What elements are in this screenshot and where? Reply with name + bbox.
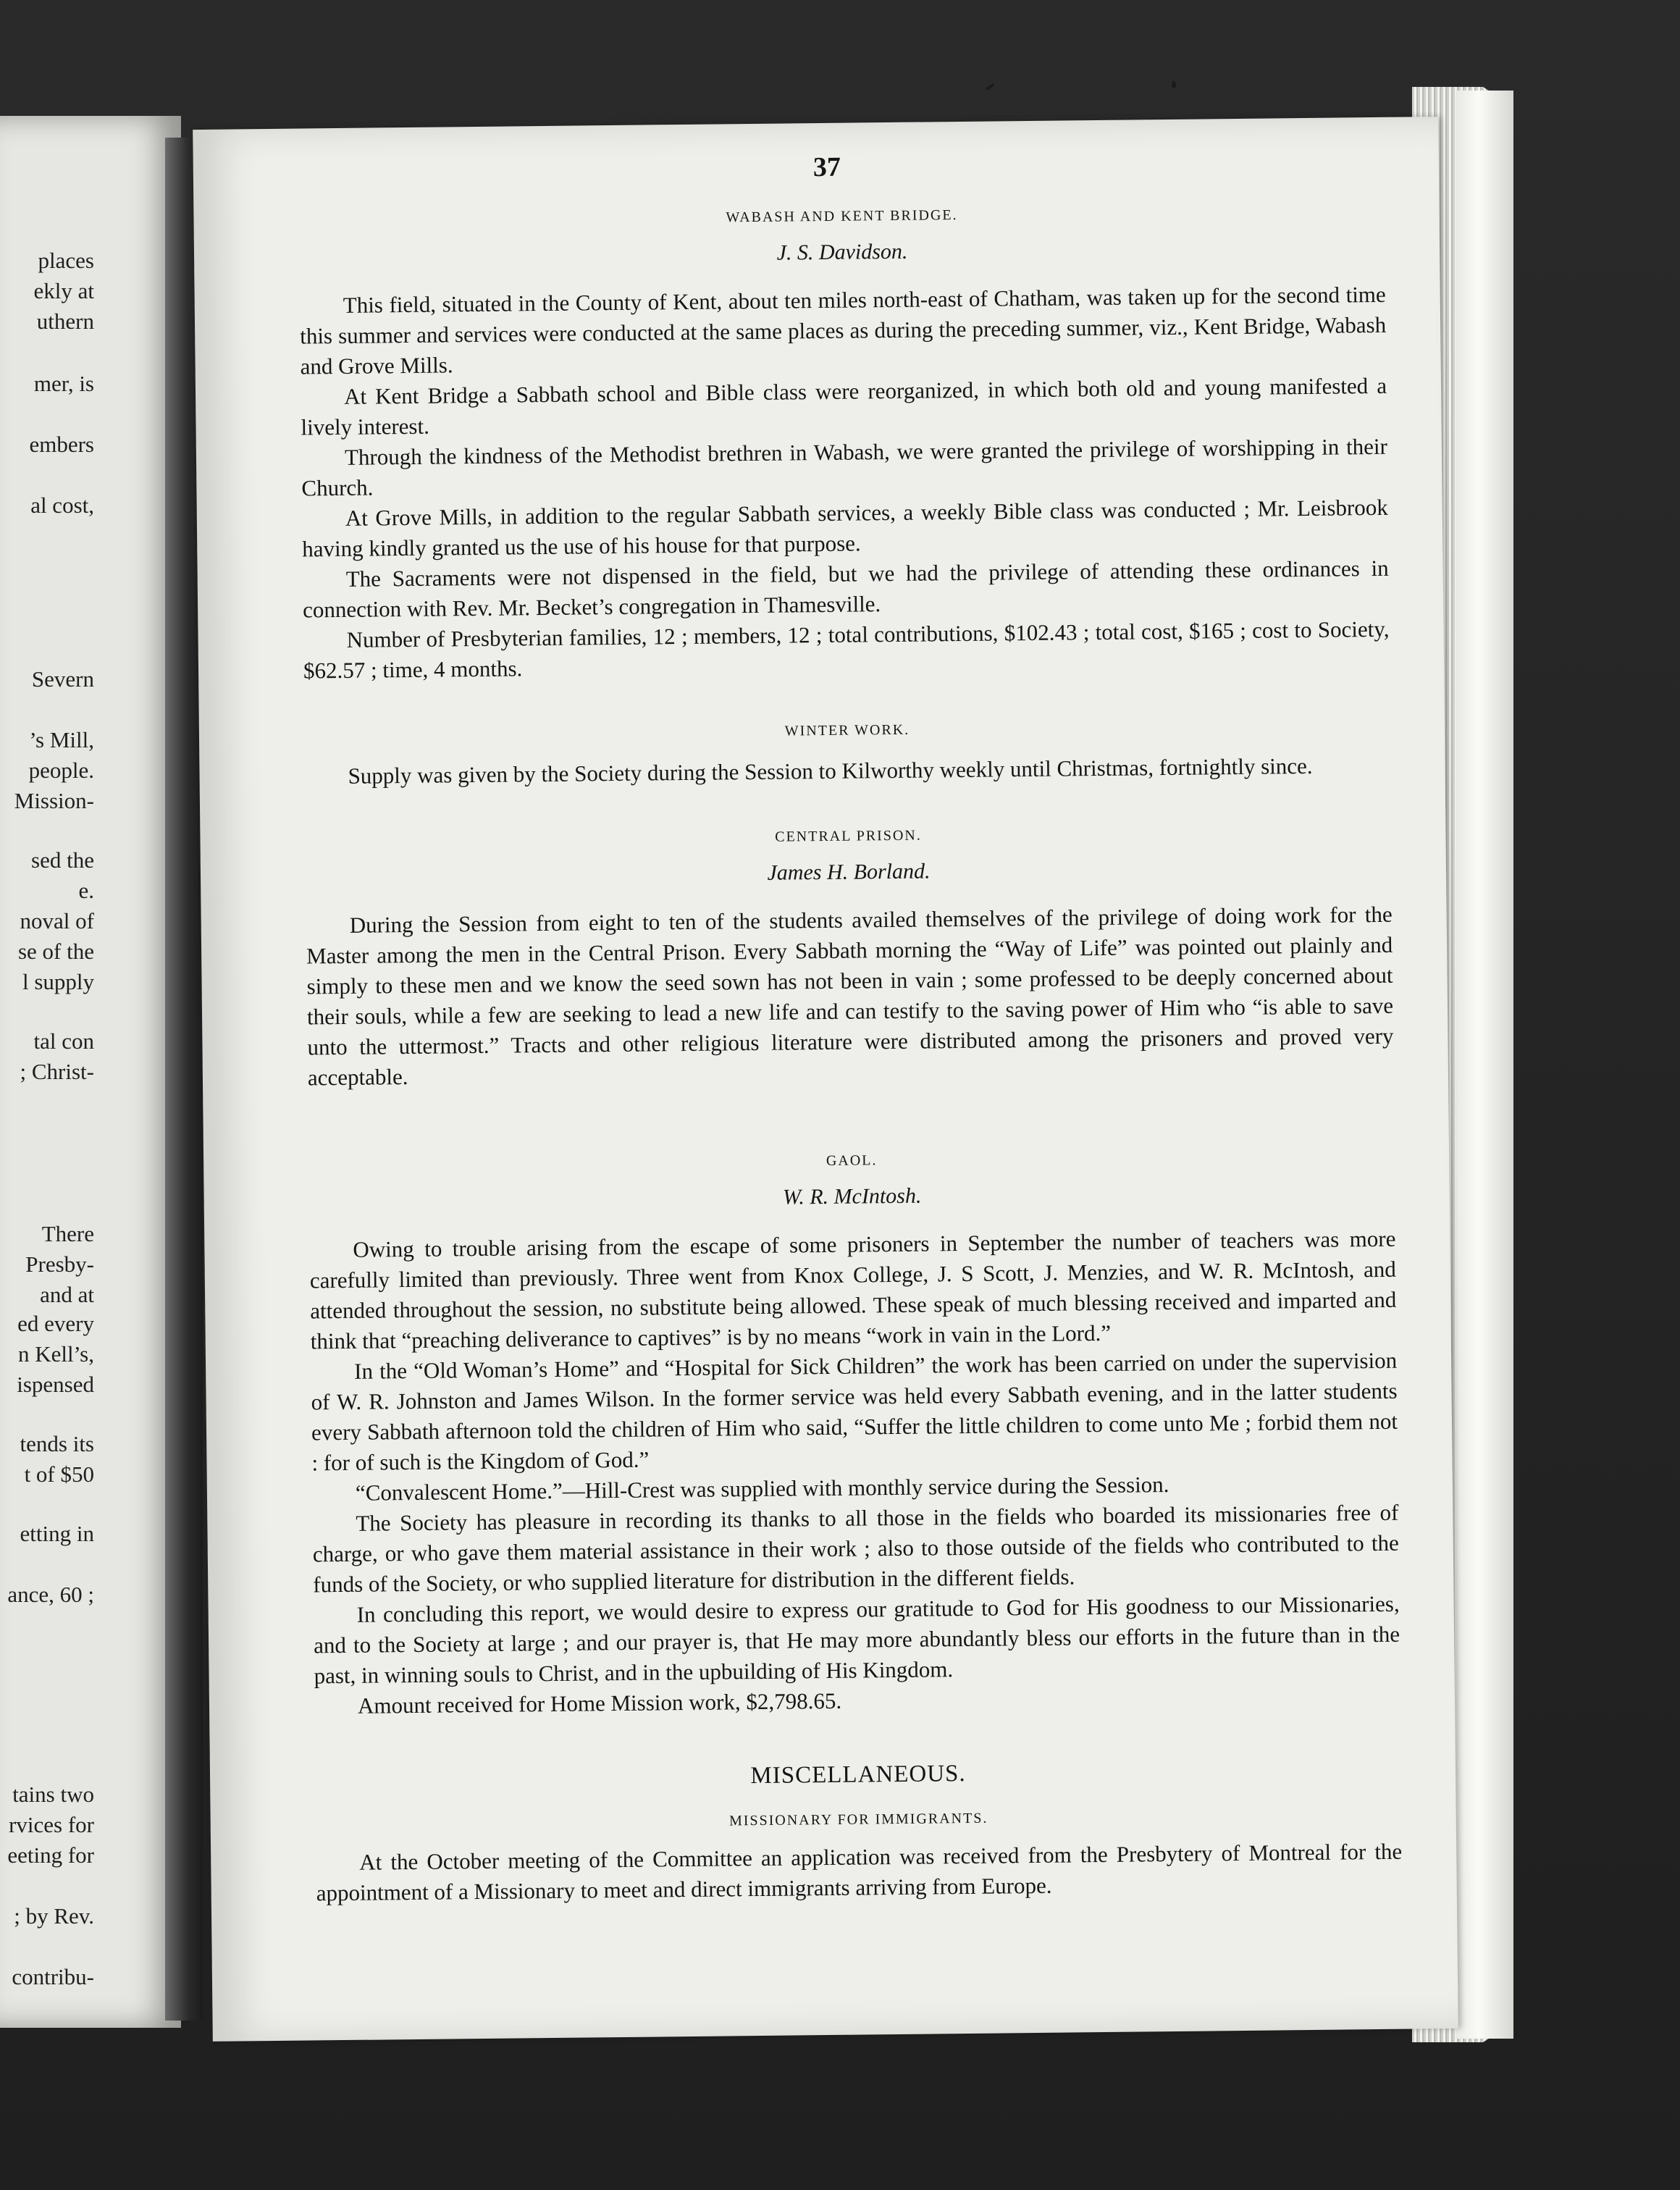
section-heading: WINTER WORK. [784,721,910,739]
left-page-text-fragment: There [41,1221,94,1246]
left-page-text-fragment: e. [78,878,94,903]
paragraph: Number of Presbyterian families, 12 ; members, 12 ; total contributions, $102.43 ; total cost, $165 ; cost to Society, $62.57 ; time, 4 months. [303,616,1390,684]
paragraph: At the October meeting of the Committee an application was received from the Presbytery of Montreal for the appointment of a Missionary to meet and direct immigrants arriving from Europe. [316,1838,1403,1906]
left-page-text-fragment: tends its [20,1431,94,1456]
main-page [193,117,1458,2042]
left-facing-page [0,116,181,2028]
left-page-text-fragment: tains two [12,1782,94,1807]
page-content [298,146,1403,1909]
paragraph: Amount received for Home Mission work, $2,798.65. [357,1687,842,1719]
left-page-text-fragment: uthern [36,309,94,334]
paragraph: Through the kindness of the Methodist brethren in Wabash, we were granted the privilege of worshipping in their Church. [301,433,1388,501]
left-page-text-fragment: Presby- [25,1251,94,1277]
left-page-text-fragment: n Kell’s, [17,1341,94,1367]
paragraph: Owing to trouble arising from the escape of some prisoners in September the number of teachers was more carefully limited than previously. Three went from Knox College, J. S Scott, J. Menzies, and W. R. McIntosh, and attended throughout the session, no substitute being allowed. These speak of much blessing received and imparted and think that “preaching deliverance to captives” is by no means “work in vain in the Lord.” [309,1225,1397,1354]
left-page-text-fragment: al cost, [30,492,94,518]
left-page-text-fragment: l supply [22,969,94,994]
page-number: 37 [812,151,841,183]
left-page-text-fragment: and at [40,1282,94,1307]
paragraph: At Kent Bridge a Sabbath school and Bible class were reorganized, in which both old and young manifested a lively interest. [301,372,1387,440]
misc-title: MISCELLANEOUS. [750,1761,966,1790]
left-page-text-fragment: ispensed [17,1372,94,1397]
paragraph: The Society has pleasure in recording its thanks to all those in the fields who boarded its missionaries free of charge, or who gave them material assistance in their work ; also to those outside of the fields who contributed to the funds of the Society, or who supplied literature for distribution in the different fields. [312,1499,1399,1598]
section-author: James H. Borland. [767,859,931,885]
paragraph: At Grove Mills, in addition to the regular Sabbath services, a weekly Bible class was conducted ; Mr. Leisbrook having kindly granted us the use of his house for that purpose. [302,494,1388,562]
left-page-text-fragment: se of the [17,939,94,964]
section-heading: GAOL. [826,1152,878,1169]
left-page-text-fragment: tal con [33,1028,94,1054]
dust-speck [1172,81,1176,88]
paragraph: The Sacraments were not dispensed in the field, but we had the privilege of attending these ordinances in connection with Rev. Mr. Becket’s congregation in Thamesville. [302,555,1389,623]
left-page-text-fragment: contribu- [12,1964,94,1989]
left-page-text-fragment: ; by Rev. [14,1903,94,1929]
paragraph: In the “Old Woman’s Home” and “Hospital for Sick Children” the work has been carried on under the supervision of W. R. Johnston and James Wilson. In the former service was held every Sabbath evening, and in the latter students every Sabbath afternoon told the children of Him who said, “Suffer the little children to come unto Me ; forbid them not : for of such is the Kingdom of God.” [311,1347,1398,1476]
left-page-text-fragment: noval of [20,908,94,934]
left-page-text-fragment: ed every [17,1311,94,1336]
paragraph: This field, situated in the County of Kent, about ten miles north-east of Chatham, was taken up for the second time this summer and services were conducted at the same places as during the preceding summer, viz., Kent Bridge, Wabash and Grove Mills. [300,281,1387,379]
section-author: J. S. Davidson. [776,239,908,265]
left-page-text-fragment: Severn [31,666,94,692]
left-page-text-fragment: embers [29,432,94,457]
section-heading: WABASH AND KENT BRIDGE. [726,207,958,226]
left-page-text-fragment: t of $50 [24,1461,94,1487]
left-page-text-fragment: ekly at [33,278,94,303]
left-page-text-fragment: places [38,248,94,273]
section-heading: MISSIONARY FOR IMMIGRANTS. [728,1810,988,1829]
left-page-text-fragment: ance, 60 ; [7,1582,94,1607]
left-page-text-fragment: sed the [31,847,94,873]
left-page-text-fragment: rvices for [9,1812,94,1837]
paragraph: “Convalescent Home.”—Hill-Crest was supplied with monthly service during the Session. [355,1472,1169,1506]
left-page-text-fragment: mer, is [33,371,94,396]
left-page-text-fragment: ; Christ- [20,1059,94,1084]
paragraph: During the Session from eight to ten of the students availed themselves of the privilege of doing work for the Master among the men in the Central Prison. Every Sabbath morning the “Way of Life” was pointed out plainly and simply to these men and we know the seed sown has not been in vain ; some professed to be deeply concerned about their souls, while a few are seeking to lead a new life and can testify to the saving power of Him who “is able to save unto the uttermost.” Tracts and other religious literature were distributed among the prisoners and proved very acceptable. [306,901,1394,1091]
left-page-text-fragment: etting in [20,1521,94,1546]
page-edges-highlight [1456,91,1513,2039]
section-heading: CENTRAL PRISON. [775,827,922,845]
paragraph: Supply was given by the Society during the Session to Kilworthy weekly until Christmas, fortnightly since. [348,752,1313,789]
left-page-text-fragment: eeting for [7,1842,94,1868]
left-page-text-fragment: ’s Mill, [29,727,94,752]
paragraph: In concluding this report, we would desire to express our gratitude to God for His goodness to our Missionaries, and to the Society at large ; and our prayer is, that He may more abundantly bless our efforts in the future than in the past, in winning souls to Christ, and in the upbuilding of His Kingdom. [313,1590,1400,1689]
section-author: W. R. McIntosh. [782,1183,922,1209]
left-page-text-fragment: Mission- [14,788,94,813]
left-page-text-fragment: people. [28,758,94,783]
